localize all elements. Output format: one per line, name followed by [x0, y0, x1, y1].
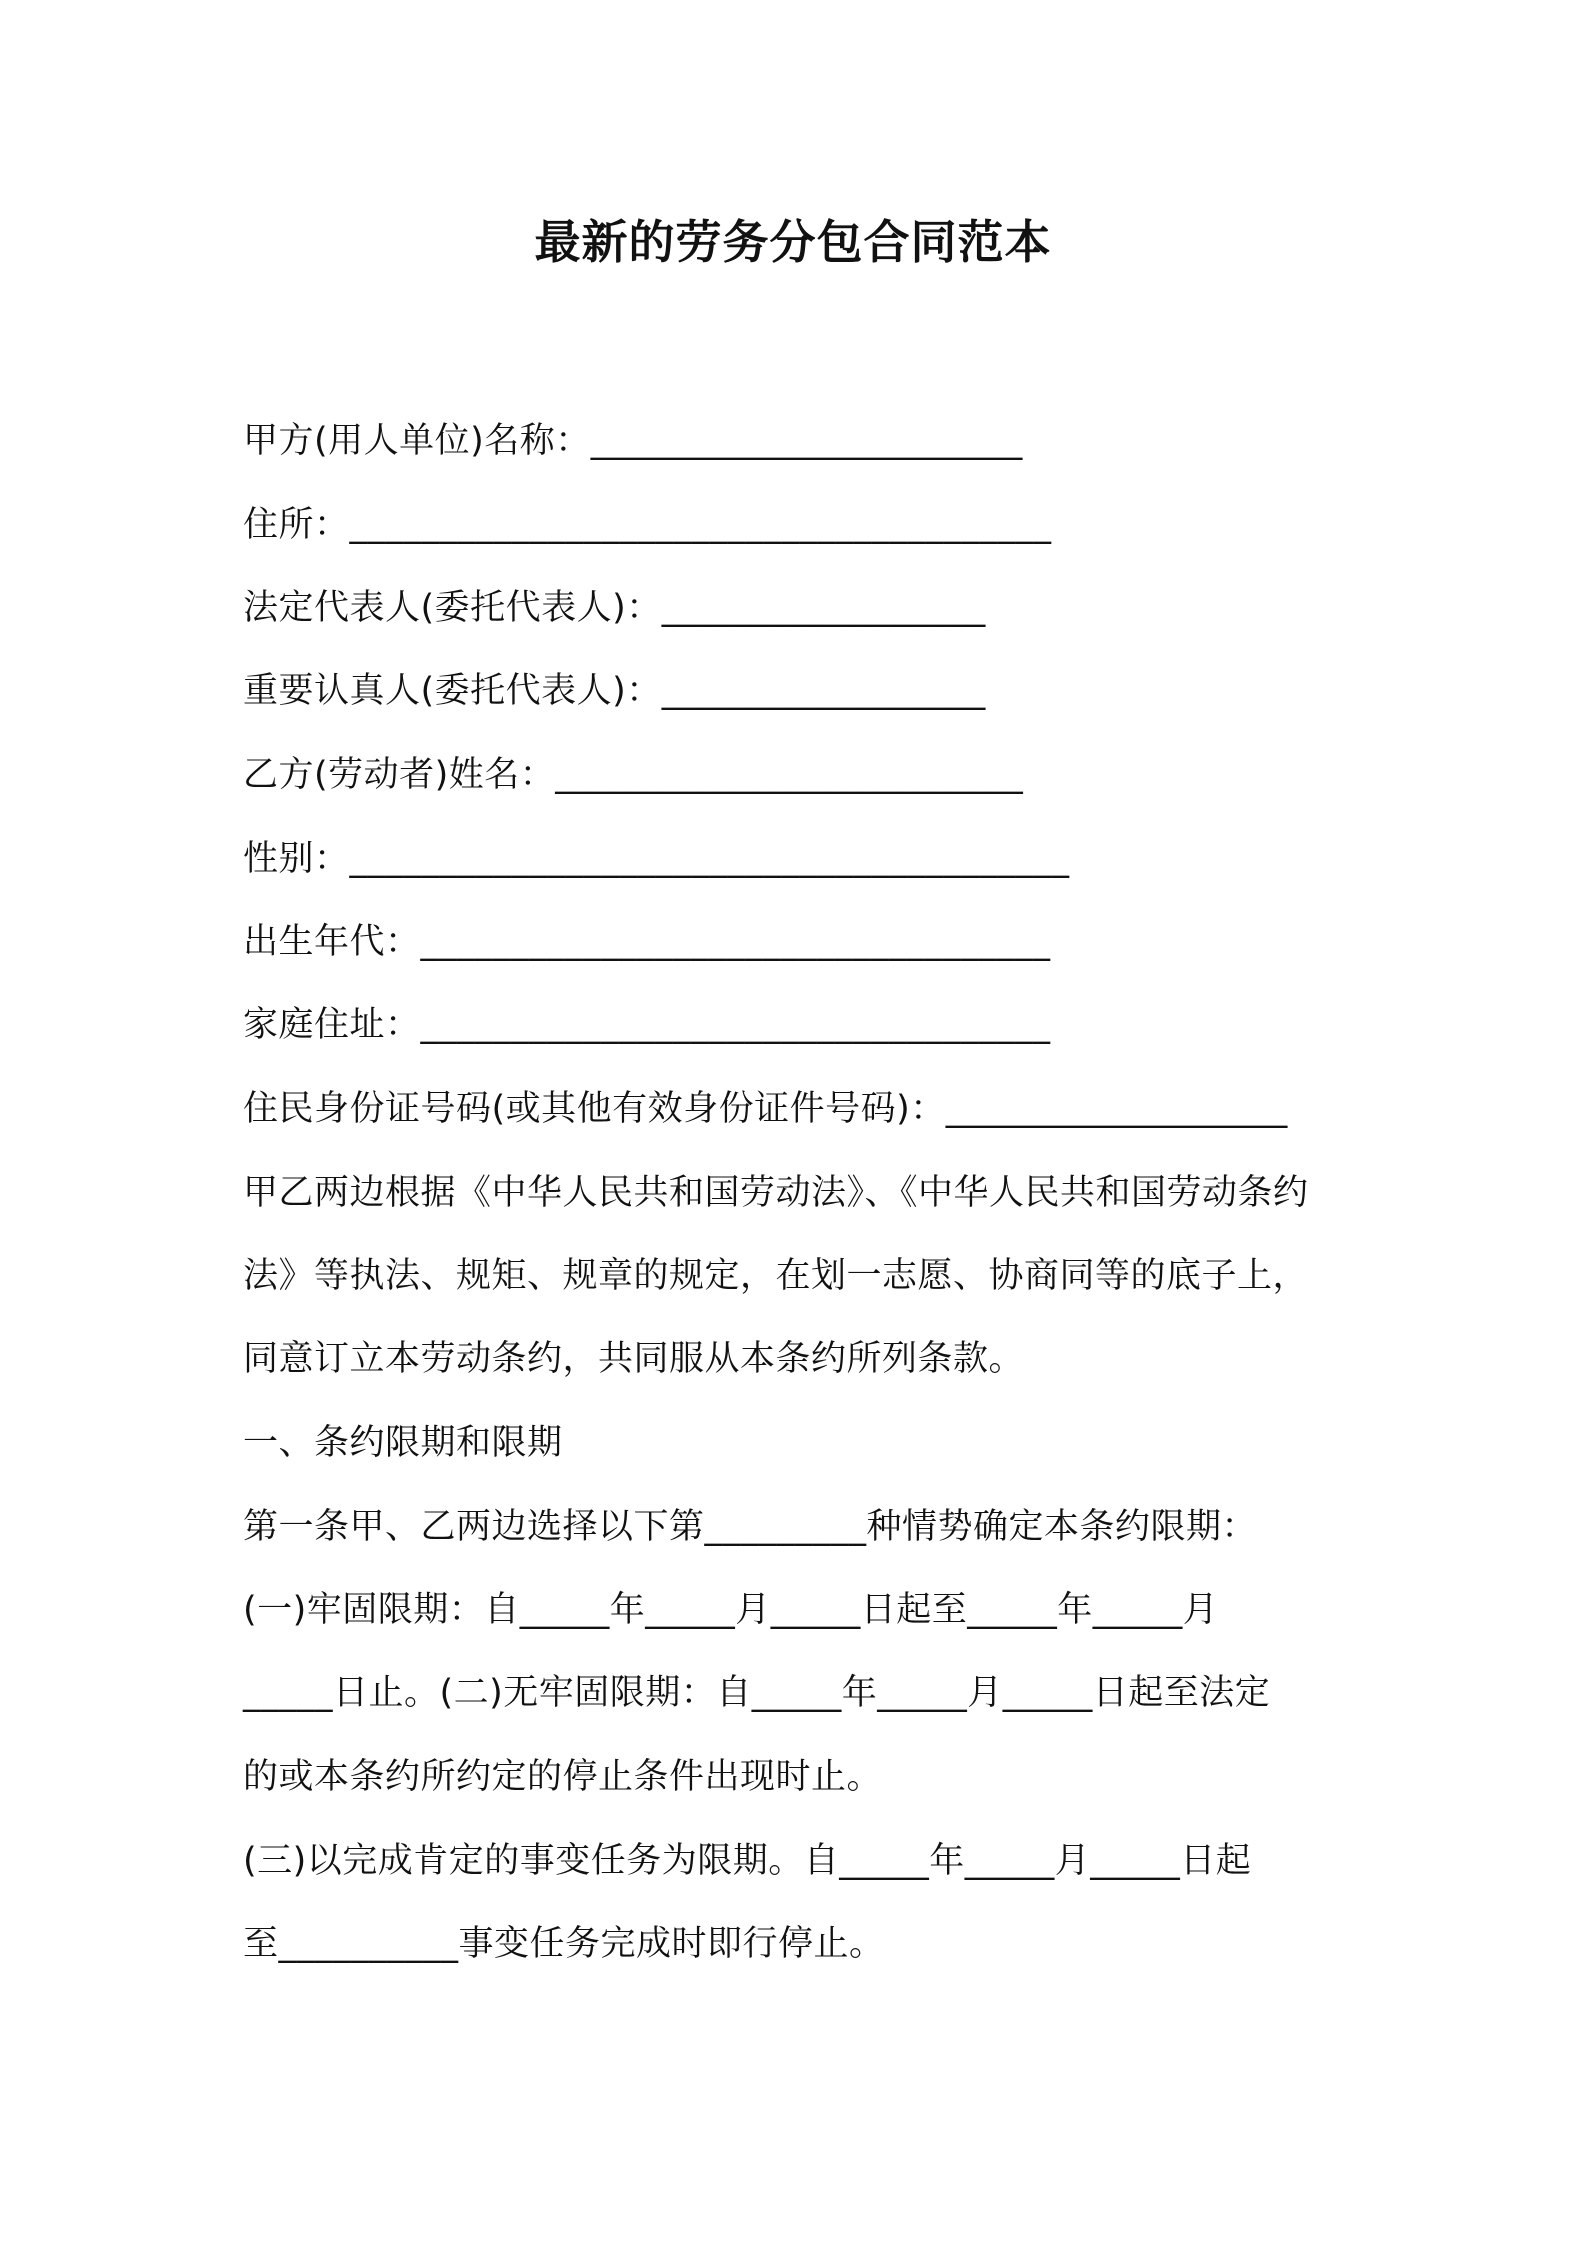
article-line: _____日止。(二)无牢固限期：自_____年_____月_____日起至法定: [243, 1673, 1271, 1713]
gender-line: 性别：________________________________________: [243, 839, 1070, 879]
principal-person-line: 重要认真人(委托代表人)：__________________: [243, 671, 986, 711]
article-line: (一)牢固限期：自_____年_____月_____日起至_____年_____月: [243, 1590, 1219, 1630]
id-number-line: 住民身份证号码(或其他有效身份证件号码)：___________________: [243, 1089, 1288, 1129]
article-line: 第一条甲、乙两边选择以下第_________种情势确定本条约限期：: [243, 1507, 1258, 1547]
article-line: 的或本条约所约定的停止条件出现时止。: [243, 1757, 883, 1797]
section-heading: 一、条约限期和限期: [243, 1423, 563, 1463]
employee-name-line: 乙方(劳动者)姓名：__________________________: [243, 755, 1024, 795]
article-line: (三)以完成肯定的事变任务为限期。自_____年_____月_____日起: [243, 1841, 1252, 1881]
body-paragraph-line: 同意订立本劳动条约，共同服从本条约所列条款。: [243, 1339, 1025, 1379]
employer-address-line: 住所：_______________________________________: [243, 505, 1052, 545]
document-title: 最新的劳务分包合同范本: [534, 215, 1052, 269]
body-paragraph-line: 法》等执法、规矩、规章的规定，在划一志愿、协商同等的底子上，: [243, 1256, 1309, 1296]
birth-date-line: 出生年代：___________________________________: [243, 922, 1051, 962]
body-paragraph-line: 甲乙两边根据《中华人民共和国劳动法》、《中华人民共和国劳动条约: [243, 1173, 1309, 1213]
home-address-line: 家庭住址：___________________________________: [243, 1005, 1051, 1045]
legal-representative-line: 法定代表人(委托代表人)：__________________: [243, 588, 986, 628]
employer-name-line: 甲方(用人单位)名称：________________________: [243, 421, 1023, 461]
article-line: 至__________事变任务完成时即行停止。: [243, 1924, 885, 1964]
